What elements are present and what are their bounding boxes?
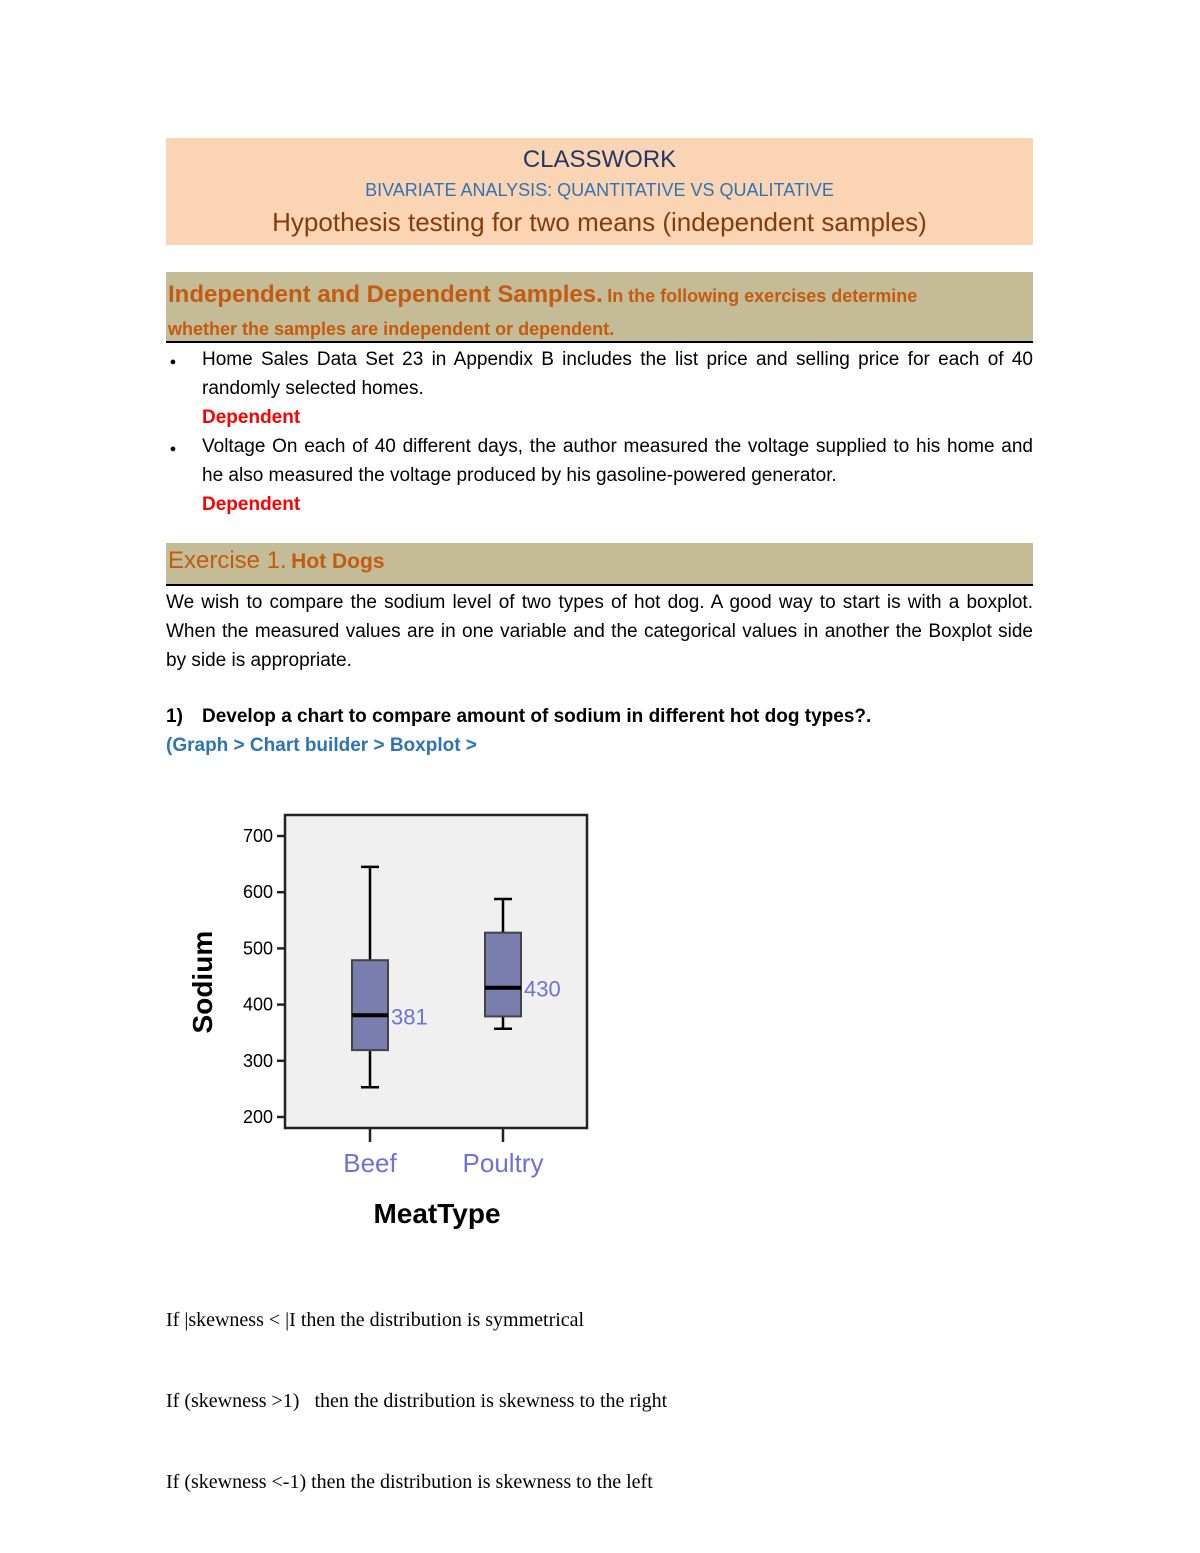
rule-line: If (skewness >1) then the distribution is skewness to the right [166, 1390, 668, 1412]
question-number: 1) [166, 706, 183, 727]
bullet-icon [166, 432, 180, 464]
question-text: Develop a chart to compare amount of sodium in different hot dog types?. [202, 706, 872, 727]
y-tick-label: 300 [242, 1050, 273, 1071]
banner-heading: Hypothesis testing for two means (independent samples) [272, 207, 927, 237]
bullet-icon [166, 345, 180, 377]
box [485, 933, 521, 1017]
section-header-samples [166, 272, 1033, 343]
bullet-text: Home Sales Data Set 23 in Appendix B includes the list price and selling price for each of 40 randomly selected homes. [202, 349, 1033, 399]
y-tick-label: 700 [242, 826, 273, 846]
answer-label: Dependent [202, 407, 301, 428]
section-title: Independent and Dependent Samples. [168, 281, 603, 308]
plot-area [285, 815, 587, 1128]
exercise-subtitle: Hot Dogs [291, 550, 385, 573]
sodium-boxplot-chart [180, 800, 620, 1240]
banner-subtitle: BIVARIATE ANALYSIS: QUANTITATIVE VS QUALITATIVE [365, 180, 834, 200]
y-axis-title: Sodium [187, 930, 218, 1034]
section-header-exercise [166, 543, 1033, 586]
menu-path: (Graph > Chart builder > Boxplot > [166, 735, 477, 756]
exercise-description: We wish to compare the sodium level of two types of hot dog. A good way to start is with a boxplot. When the measured values are in one variable and the categorical values in another the Boxplot side by side is appropriate. [166, 592, 1033, 671]
y-tick-label: 500 [242, 938, 273, 959]
title-banner [166, 138, 1033, 245]
median-label: 430 [524, 976, 561, 1002]
box [352, 960, 388, 1050]
skewness-rules [166, 1253, 1033, 1550]
y-tick-label: 600 [242, 882, 273, 903]
rule-line: If (skewness <-1) then the distribution is skewness to the left [166, 1471, 653, 1493]
list-item [166, 432, 1033, 519]
x-tick-label: Beef [343, 1148, 397, 1178]
y-tick-label: 200 [242, 1107, 273, 1127]
rule-line: If |skewness < |I then the distribution is symmetrical [166, 1309, 585, 1331]
question [166, 702, 1033, 731]
banner-title: CLASSWORK [522, 146, 677, 173]
bullet-list [166, 345, 1033, 519]
x-axis-title: MeatType [373, 1198, 501, 1229]
section-instruction: In the following exercises determine [607, 286, 918, 306]
section-instruction-continued: whether the samples are independent or dependent. [168, 319, 615, 339]
x-tick-label: Poultry [462, 1148, 544, 1178]
bullet-text: Voltage On each of 40 different days, the author measured the voltage supplied to his home and he also measured the voltage produced by his gasoline-powered generator. [202, 436, 1033, 486]
y-tick-label: 400 [242, 994, 273, 1015]
median-label: 381 [391, 1004, 428, 1030]
exercise-title: Exercise 1. [168, 547, 287, 574]
answer-label: Dependent [202, 494, 301, 515]
list-item [166, 345, 1033, 432]
